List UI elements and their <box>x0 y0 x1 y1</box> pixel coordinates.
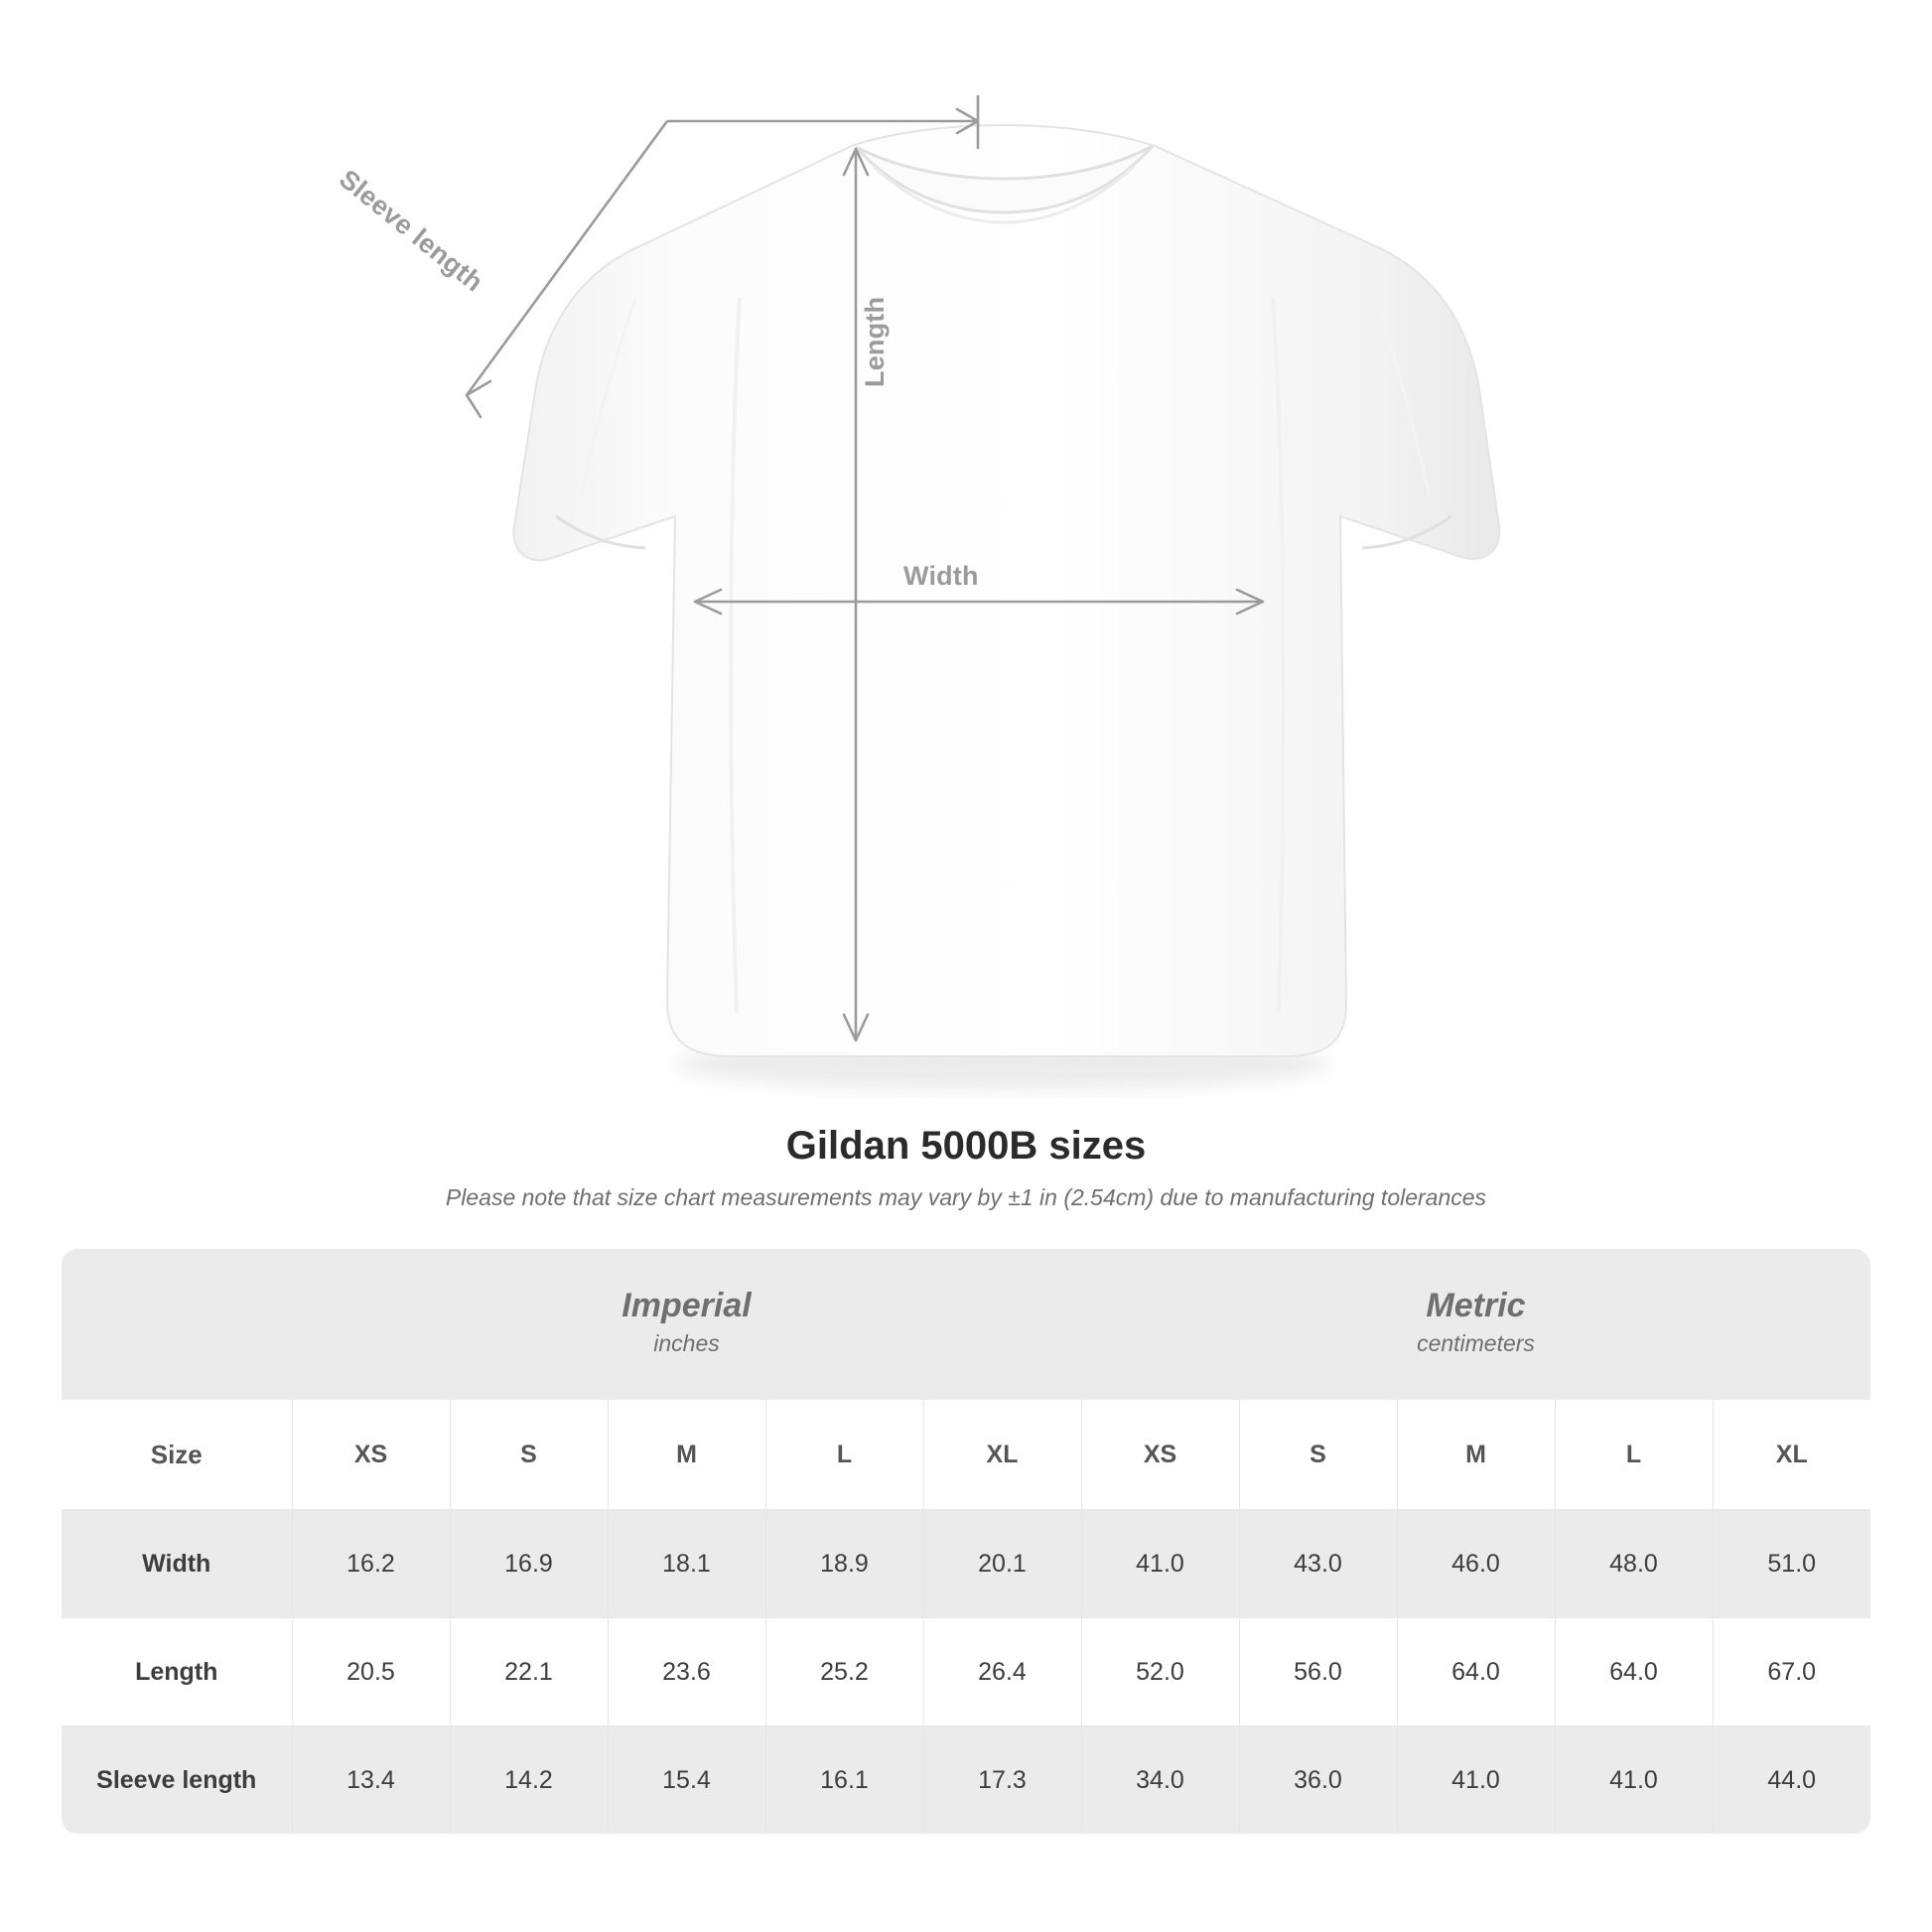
unit-header-spacer <box>62 1249 292 1400</box>
size-header-metric-xl: XL <box>1713 1400 1870 1510</box>
cell-length-metric-s: 56.0 <box>1239 1618 1397 1726</box>
cell-width-imperial-xs: 16.2 <box>292 1510 450 1618</box>
unit-name-metric: Metric <box>1426 1287 1526 1325</box>
unit-header-imperial <box>292 1249 1081 1400</box>
cell-sleeve-imperial-s: 14.2 <box>450 1726 608 1835</box>
cell-width-imperial-m: 18.1 <box>608 1510 765 1618</box>
cell-width-imperial-l: 18.9 <box>765 1510 923 1618</box>
cell-length-imperial-xl: 26.4 <box>923 1618 1081 1726</box>
cell-sleeve-metric-xs: 34.0 <box>1081 1726 1239 1835</box>
cell-length-imperial-l: 25.2 <box>765 1618 923 1726</box>
size-header-imperial-m: M <box>608 1400 765 1510</box>
cell-sleeve-metric-xl: 44.0 <box>1713 1726 1870 1835</box>
cell-sleeve-imperial-xl: 17.3 <box>923 1726 1081 1835</box>
table-row-length <box>62 1618 1870 1726</box>
cell-length-metric-xl: 67.0 <box>1713 1618 1870 1726</box>
length-label: Length <box>860 296 890 387</box>
unit-sub-imperial: inches <box>653 1330 720 1357</box>
unit-system-header-row <box>62 1249 1870 1400</box>
page-title: Gildan 5000B sizes <box>785 1124 1147 1168</box>
table-row-sleeve-length <box>62 1726 1870 1835</box>
cell-width-metric-s: 43.0 <box>1239 1510 1397 1618</box>
row-label-sleeve-length: Sleeve length <box>62 1726 292 1835</box>
cell-sleeve-metric-l: 41.0 <box>1555 1726 1713 1835</box>
title-block <box>0 1124 1932 1211</box>
cell-length-imperial-s: 22.1 <box>450 1618 608 1726</box>
size-header-row <box>62 1400 1870 1510</box>
unit-name-imperial: Imperial <box>621 1287 752 1325</box>
size-header-imperial-s: S <box>450 1400 608 1510</box>
size-header-imperial-xs: XS <box>292 1400 450 1510</box>
unit-header-metric <box>1081 1249 1870 1400</box>
cell-width-metric-xs: 41.0 <box>1081 1510 1239 1618</box>
size-header-imperial-l: L <box>765 1400 923 1510</box>
size-header-metric-xs: XS <box>1081 1400 1239 1510</box>
size-header-imperial-xl: XL <box>923 1400 1081 1510</box>
cell-sleeve-imperial-l: 16.1 <box>765 1726 923 1835</box>
cell-width-metric-m: 46.0 <box>1397 1510 1555 1618</box>
tolerance-note: Please note that size chart measurements may vary by ±1 in (2.54cm) due to manufacturing tolerances <box>445 1184 1487 1210</box>
size-header-metric-s: S <box>1239 1400 1397 1510</box>
size-header-metric-l: L <box>1555 1400 1713 1510</box>
header-size: Size <box>62 1400 292 1510</box>
cell-width-metric-xl: 51.0 <box>1713 1510 1870 1618</box>
cell-sleeve-imperial-xs: 13.4 <box>292 1726 450 1835</box>
cell-length-metric-l: 64.0 <box>1555 1618 1713 1726</box>
cell-sleeve-metric-s: 36.0 <box>1239 1726 1397 1835</box>
row-label-width: Width <box>62 1510 292 1618</box>
row-label-length: Length <box>62 1618 292 1726</box>
cell-length-imperial-m: 23.6 <box>608 1618 765 1726</box>
shirt-body-shape <box>513 125 1499 1056</box>
size-chart-table-wrapper <box>62 1249 1870 1834</box>
sleeve-length-label: Sleeve length <box>334 164 489 298</box>
cell-length-metric-xs: 52.0 <box>1081 1618 1239 1726</box>
unit-sub-metric: centimeters <box>1417 1330 1535 1357</box>
cell-length-metric-m: 64.0 <box>1397 1618 1555 1726</box>
cell-width-imperial-s: 16.9 <box>450 1510 608 1618</box>
cell-sleeve-metric-m: 41.0 <box>1397 1726 1555 1835</box>
cell-sleeve-imperial-m: 15.4 <box>608 1726 765 1835</box>
width-label: Width <box>903 561 979 591</box>
size-header-metric-m: M <box>1397 1400 1555 1510</box>
cell-width-metric-l: 48.0 <box>1555 1510 1713 1618</box>
sleeve-arrowhead-lower <box>467 381 490 417</box>
size-chart-table <box>62 1249 1870 1834</box>
table-row-width <box>62 1510 1870 1618</box>
cell-width-imperial-xl: 20.1 <box>923 1510 1081 1618</box>
cell-length-imperial-xs: 20.5 <box>292 1618 450 1726</box>
